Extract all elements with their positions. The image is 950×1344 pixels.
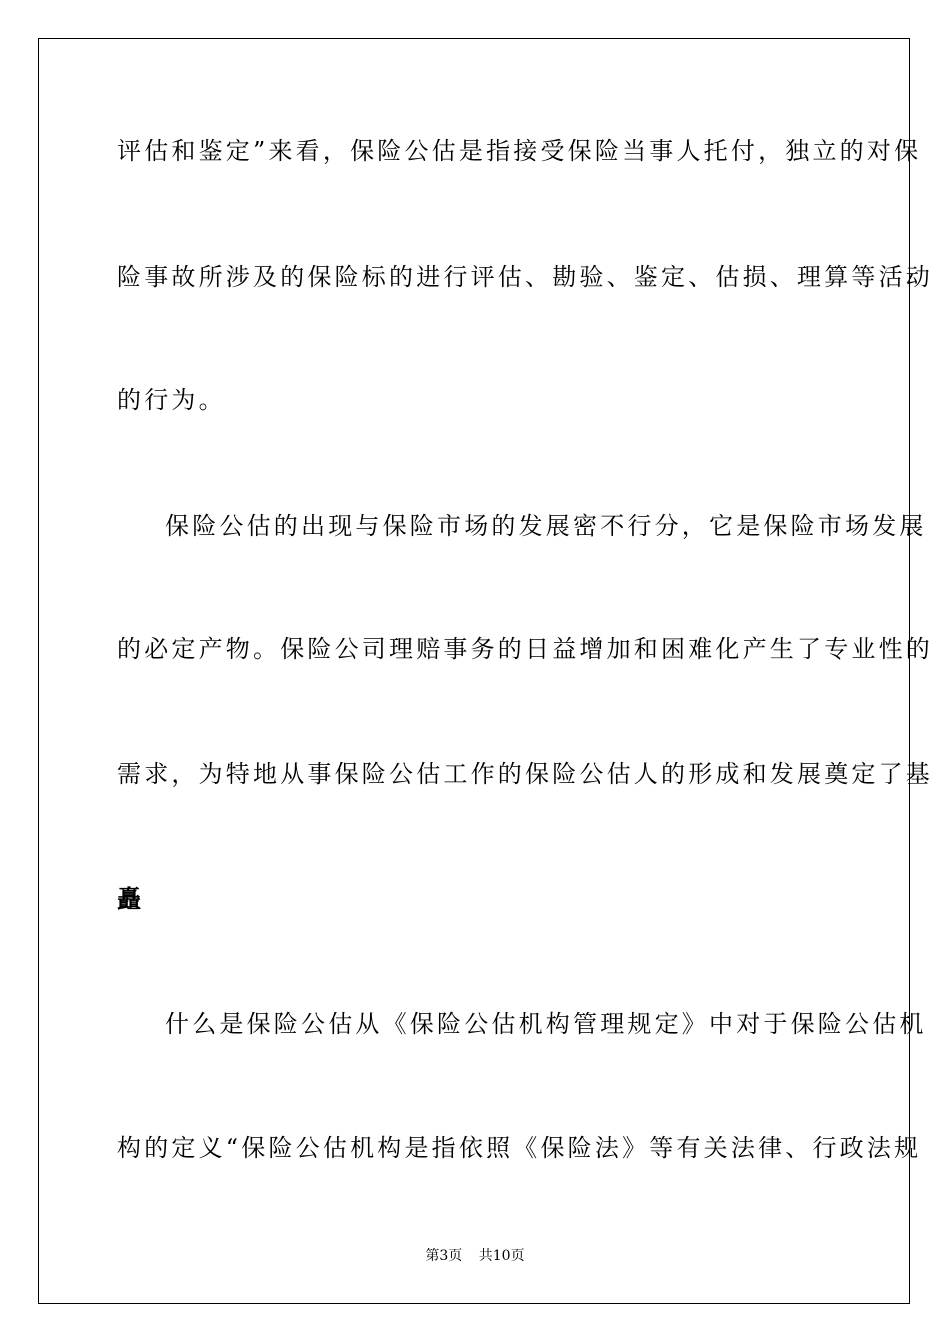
text-line-8: 构的定义“保险公估机构是指依照《保险法》等有关法律、行政法规 — [117, 1134, 922, 1162]
text-line-3: 的行为。 — [117, 386, 226, 414]
page-total: 共10页 — [478, 1248, 525, 1264]
text-line-6: 需求，为特地从事保险公估工作的保险公估人的形成和发展奠定了基 — [117, 760, 933, 788]
page-border — [38, 38, 933, 1304]
text-line-4: 保险公估的出现与保险市场的发展密不行分，它是保险市场发展 — [165, 512, 927, 540]
text-line-2: 险事故所涉及的保险标的进行评估、勘验、鉴定、估损、理算等活动 — [117, 263, 933, 291]
overprint-glyph: 矗 — [117, 884, 141, 913]
text-line-5: 的必定产物。保险公司理赔事务的日益增加和困难化产生了专业性的 — [117, 635, 933, 663]
page-footer — [0, 1247, 950, 1265]
text-line-1: 评估和鉴定”来看，保险公估是指接受保险当事人托付，独立的对保 — [117, 137, 922, 165]
page-number: 第3页 — [425, 1248, 463, 1264]
text-line-7: 什么是保险公估从《保险公估机构管理规定》中对于保险公估机 — [165, 1010, 927, 1038]
